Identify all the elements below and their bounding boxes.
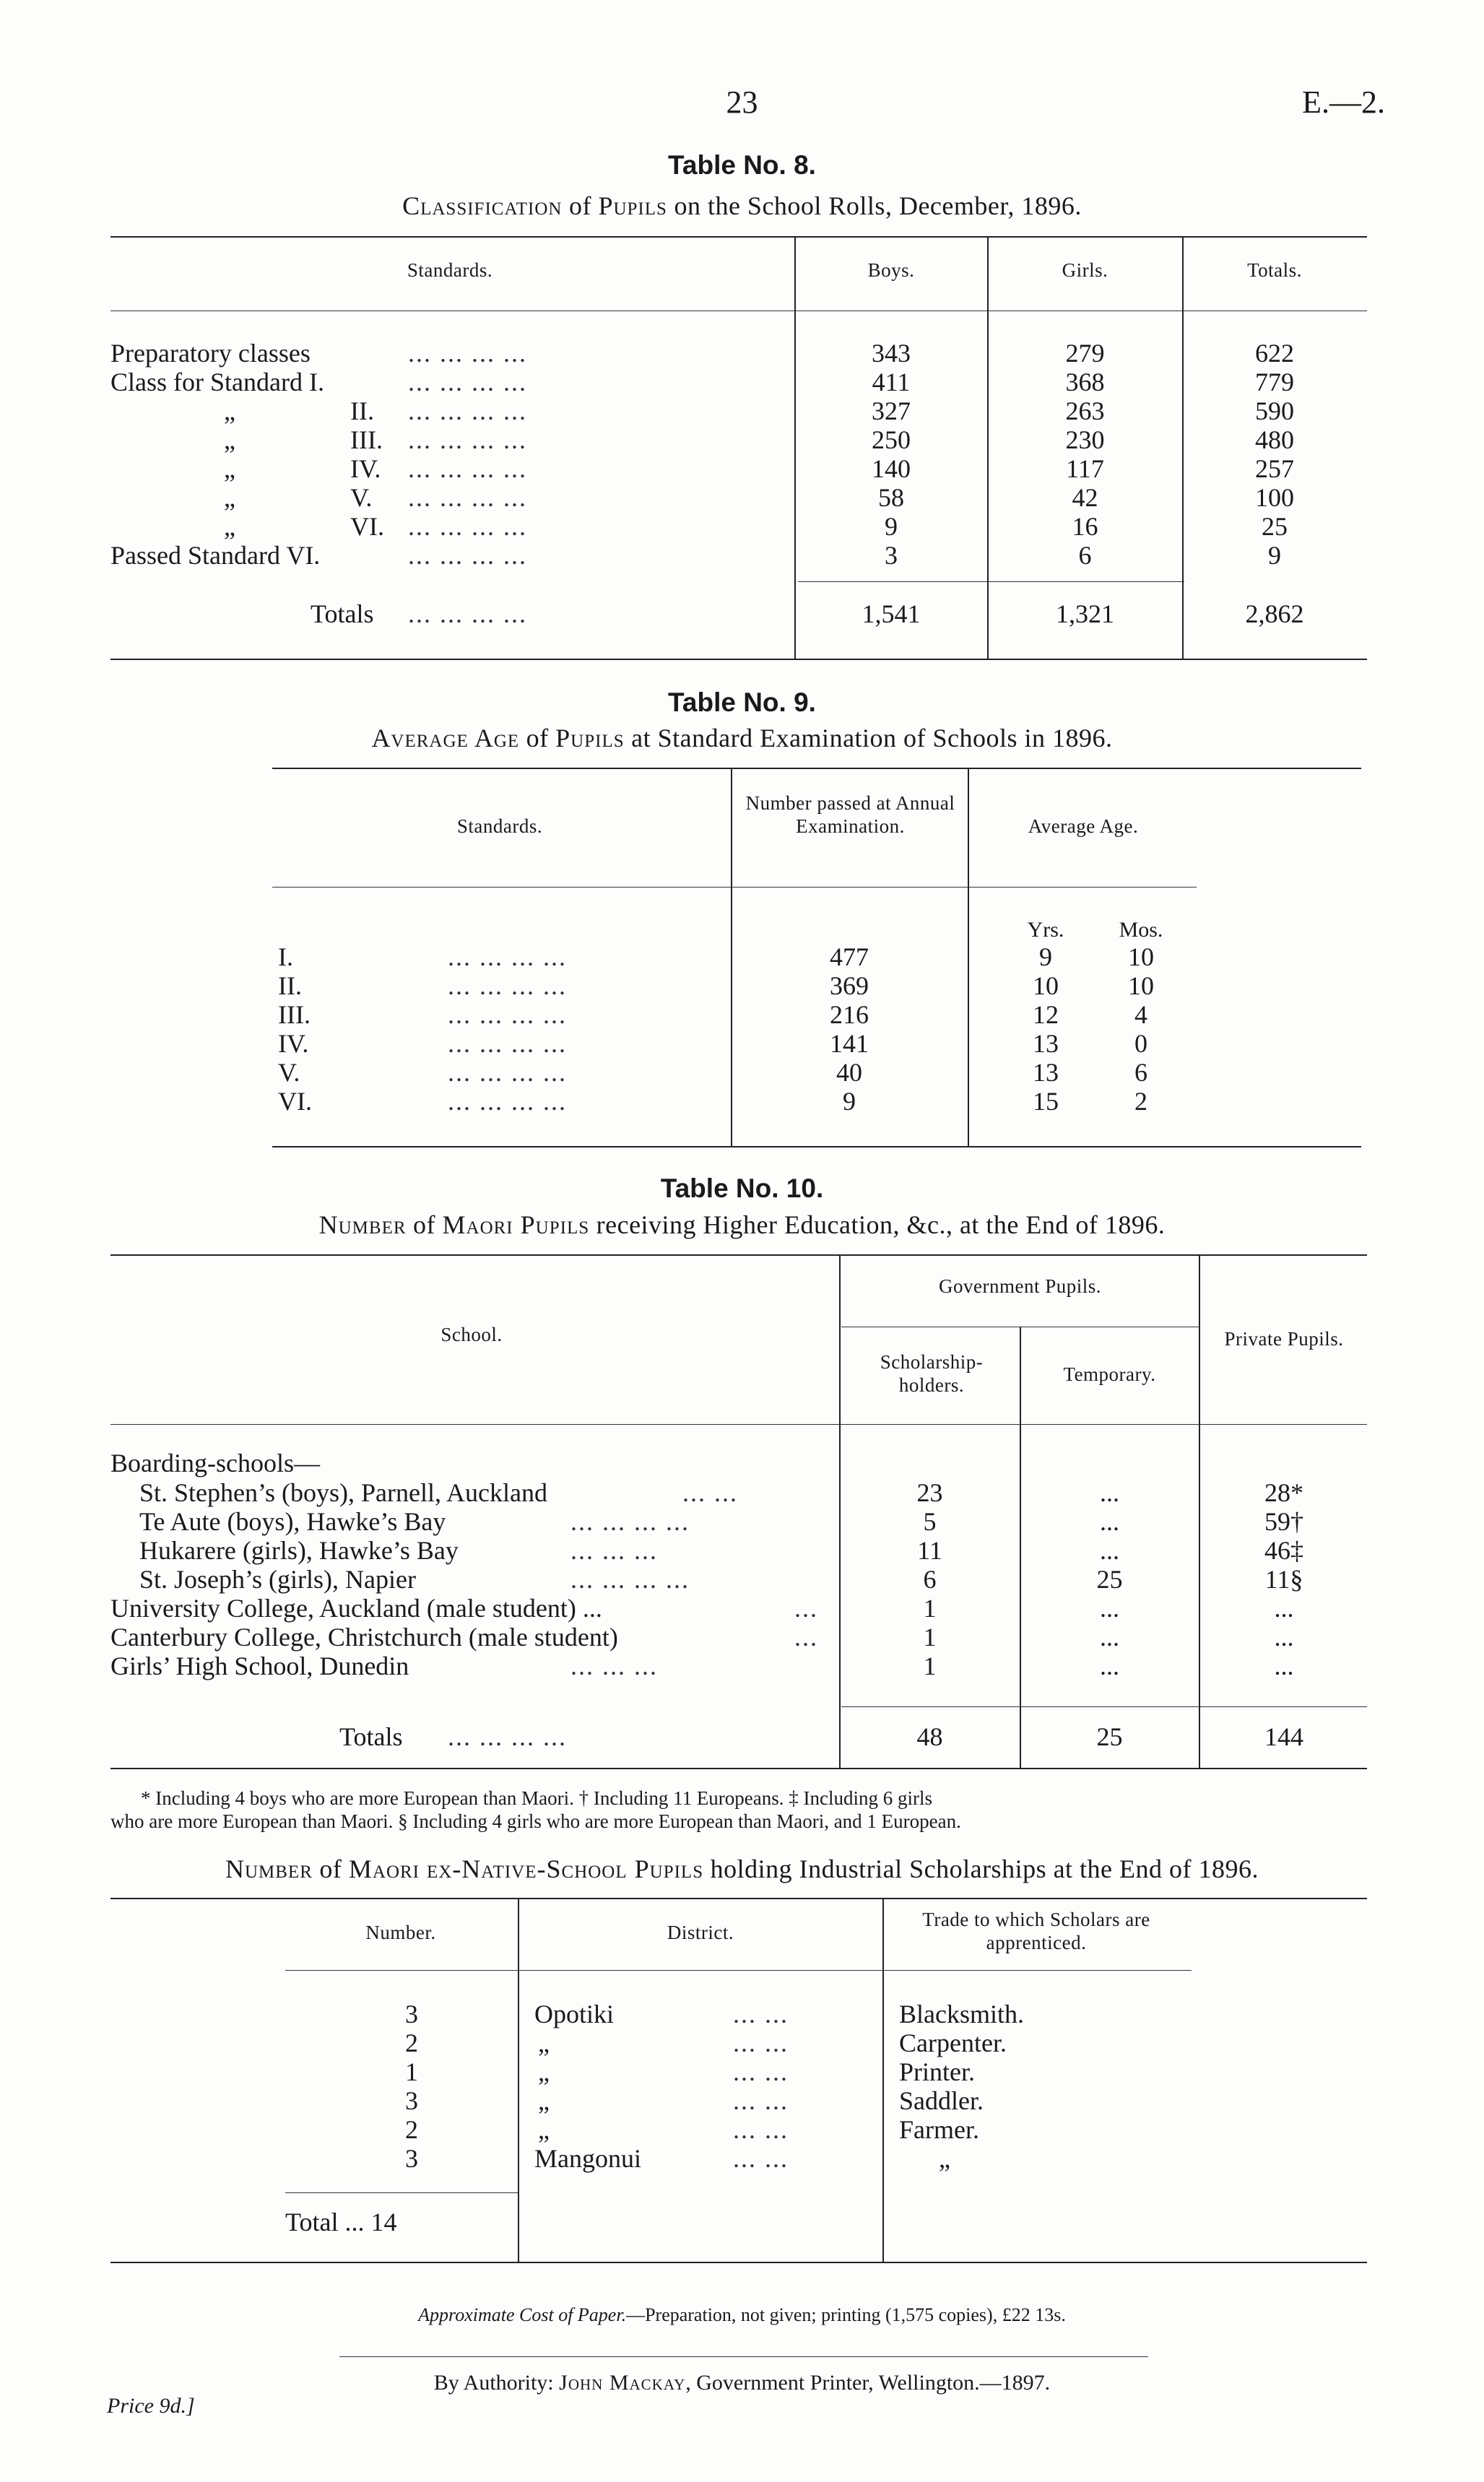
page-number: 23 (726, 84, 758, 120)
table-8-subtitle: Classification of Pupils on the School Rolls, December, 1896. (402, 191, 1082, 220)
group-label: Boarding-schools— (110, 1449, 320, 1478)
mos-label: Mos. (1119, 918, 1163, 942)
col-header-number-passed: Number passed at Annual Examination. (745, 792, 955, 837)
col-header-government-pupils: Government Pupils. (939, 1275, 1101, 1297)
table-11-subtitle: Number of Maori ex-Native-School Pupils holding Industrial Scholarships at the End of 1896. (225, 1854, 1259, 1883)
col-header-average-age: Average Age. (1028, 815, 1139, 837)
printer-authority: By Authority: John Mackay, Government Printer, Wellington.—1897. (433, 2371, 1051, 2395)
col-header-standards: Standards. (407, 259, 493, 281)
col-header-district: District. (667, 1922, 734, 1943)
footnote-line-1: * Including 4 boys who are more European than Maori. † Including 11 Europeans. ‡ Including 6 girls (141, 1787, 933, 1809)
col-header-school: School. (441, 1324, 503, 1345)
table-9-title: Table No. 9. (668, 687, 816, 717)
table-10-subtitle: Number of Maori Pupils receiving Higher Education, &c., at the End of 1896. (318, 1210, 1166, 1239)
col-header-standards: Standards. (456, 815, 543, 837)
document-reference: E.—2. (1302, 84, 1385, 120)
footnote-line-2: who are more European than Maori. § Including 4 girls who are more European than Maori, and 1 European. (110, 1810, 961, 1832)
col-header-temporary: Temporary. (1063, 1363, 1156, 1385)
cost-note: Approximate Cost of Paper.—Preparation, not given; printing (1,575 copies), £22 13s. (418, 2304, 1066, 2325)
table-9-subtitle: Average Age of Pupils at Standard Examination of Schools in 1896. (371, 724, 1113, 752)
table-8-title: Table No. 8. (668, 150, 816, 180)
table-10-title: Table No. 10. (660, 1173, 824, 1203)
col-header-boys: Boys. (867, 259, 915, 281)
col-header-private-pupils: Private Pupils. (1224, 1328, 1344, 1350)
col-header-scholarship-holders: Scholarship-holders. (880, 1351, 984, 1396)
col-header-girls: Girls. (1062, 259, 1108, 281)
yrs-label: Yrs. (1027, 918, 1064, 942)
total-row: Total ... 14 (285, 2208, 397, 2236)
col-header-number: Number. (365, 1922, 436, 1943)
col-header-trade: Trade to which Scholars are apprenticed. (922, 1909, 1150, 1953)
price-note: Price 9d.] (107, 2394, 195, 2418)
col-header-totals: Totals. (1247, 259, 1302, 281)
